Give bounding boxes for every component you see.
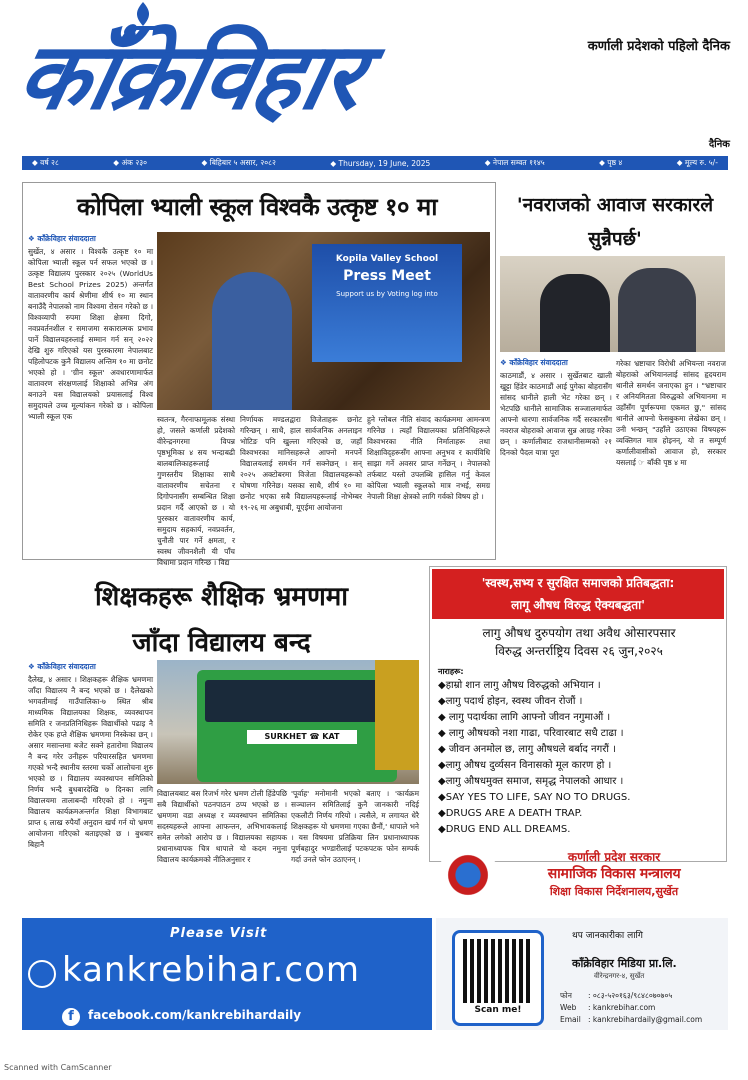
globe-icon xyxy=(28,960,56,988)
contact-web-row xyxy=(560,1002,726,1014)
please-visit-text: Please Visit xyxy=(170,926,268,941)
masthead-logo xyxy=(8,18,540,134)
person-right-figure xyxy=(618,268,696,352)
bus-figure xyxy=(197,670,397,782)
web-label: Web xyxy=(560,1003,577,1012)
info-year: ◆ वर्ष २८ xyxy=(32,158,59,167)
ad-banner xyxy=(432,569,724,619)
story3-headline-line2: जाँदा विद्यालय बन्द xyxy=(132,628,311,658)
website-link[interactable]: kankrebihar.com xyxy=(62,950,361,990)
slogan-item: ◆ जीवन अनमोल छ, लागु औषधले बर्बाद नगरौं । xyxy=(438,744,616,755)
contact-heading: थप जानकारीका लागि xyxy=(572,931,643,941)
masthead-info-bar xyxy=(22,156,728,170)
facebook-link[interactable]: facebook.com/kankrebihardaily xyxy=(88,1008,302,1022)
press-meet-screen xyxy=(312,244,462,362)
nepal-emblem-icon xyxy=(436,850,500,900)
story3-col3: 'पूर्वाह' मनोमानी भएको बताए । 'कार्यक्रम सञ्चालन समितिलाई कुनै जानकारी नदिई एकलौटी निर्णय गरियो । त्यसैले, म लगायत धेरै शिक्षकहरू यो भ्रमणमा गएका छैनौं,' थापाले भने । यस विषयमा प्रतिक्रिया लिन प्रधानाध्यापक पूर्णबहादुर भण्डारीलाई पटकपटक फोन सम्पर्क गर्दा उनले फोन उठाएनन् । xyxy=(291,789,419,864)
slogan-item: ◆DRUG END ALL DREAMS. xyxy=(438,824,571,835)
slogan-item: ◆DRUGS ARE A DEATH TRAP. xyxy=(438,808,583,819)
org-address: वीरेन्द्रनगर-४, सुर्खेत xyxy=(594,972,645,980)
org-name: काँक्रेविहार मिडिया प्रा.लि. xyxy=(572,957,677,970)
ad-banner-line2: लागू औषध विरुद्ध ऐक्यबद्धता' xyxy=(511,598,645,612)
masthead-daily: दैनिक xyxy=(708,139,730,150)
slogan-item: ◆ लागु औषधको नशा गाढा, परिवारबाट सधै टाढा । xyxy=(438,728,624,739)
truck-figure xyxy=(375,660,419,770)
story2-photo xyxy=(500,256,725,352)
scanner-watermark: Scanned with CamScanner xyxy=(4,1063,112,1072)
story3-headline xyxy=(24,574,419,666)
facebook-icon: f xyxy=(62,1008,80,1026)
ad-banner-line1: 'स्वस्थ,सभ्य र सुरक्षित समाजको प्रतिबद्धता: xyxy=(481,576,675,590)
screen-press: Press Meet xyxy=(343,268,431,284)
slogan-item: ◆हाम्रो शान लागु औषध विरुद्धको अभियान । xyxy=(438,680,601,691)
info-nepali-date: ◆ बिहिबार ५ असार, २०८२ xyxy=(201,158,276,167)
phone-value: : ०८३-५२०१६३/९८४८०७०७०५ xyxy=(588,991,673,1000)
info-pages: ◆ पृष्ठ ४ xyxy=(599,158,623,167)
story2-col1: काठमाडौं, ४ असार । सुर्खेतबाट खाली खुट्टा हिंडेर काठमाडौं आई पुगेका बोहरासँग सांसद धानीले हाली भेट गरेका छन् । भेटपछि धानीले सामाजिक सञ्जालमार्फत आफ्नो धारणा सार्वजनिक गर्दै सरकारसँग नवराज बोहराको आवाज सुन्न आग्रह गरेका छन् । कर्णालीबाट राजधानीसम्मको २१ दिनको पैदल यात्रा पूरा xyxy=(500,371,612,457)
email-label: Email xyxy=(560,1015,581,1024)
slogan-item: ◆लागु औषधमुक्त समाज, समृद्ध नेपालको आधार । xyxy=(438,776,624,787)
slogan-item: ◆लागु पदार्थ होइन, स्वस्थ जीवन रोजौं । xyxy=(438,696,583,707)
person-left-figure xyxy=(540,274,610,352)
slogan-item: ◆ लागु पदार्थका लागि आफ्नो जीवन नगुमाऔं । xyxy=(438,712,611,723)
qr-code-box[interactable] xyxy=(452,930,544,1026)
info-issue: ◆ अंक २३० xyxy=(113,158,148,167)
info-english-date: ◆ Thursday, 19 June, 2025 xyxy=(330,158,431,168)
bus-window xyxy=(205,680,389,722)
info-price: ◆ मूल्य रु. ५/- xyxy=(676,158,718,167)
qr-code-icon xyxy=(463,939,533,1003)
story1-col3: निर्णायक मण्डलद्वारा विजेताहरू छनोट गरिन्छन् । साथै, हाल सार्वजनिक अनलाइन भोटिङ पनि खुल्ला गरिएको छ, जहाँ विश्वभरका मानिसहरूले आफ्नो मनपर्ने विद्यालयलाई समर्थन गर्न सक्नेछन् । सन् २०२५ अक्टोबरमा विजेता विद्यालयहरूको घोषणा गरिनेछ। यसका साथै, शीर्ष १० मा छनोट भएका सबै विद्यालयहरूलाई नोभेम्बर १९-२६ मा अबुधाबी, यूएईमा आयोजना xyxy=(240,415,362,512)
speaker-figure xyxy=(212,272,292,410)
story1-col4: हुने ग्लोबल नीति संवाद कार्यक्रममा आमन्त्रण गरिनेछ । त्यहाँ विद्यालयका प्रतिनिधिहरूले विश्वभरका नीति निर्माताहरू तथा शिक्षाविद्हरूसँग आफ्ना अनुभव र कार्यविधि साझा गर्ने अवसर प्राप्त गर्नेछन् । नेपालको तर्फबाट यस्तो उपलब्धि हासिल गर्नु केवल कोपिला भ्याली स्कूलको मात्र नभई, समग्र नेपाली शिक्षा क्षेत्रको लागि गर्वको विषय हो । xyxy=(367,415,490,501)
slogan-item: ◆SAY YES TO LIFE, SAY NO TO DRUGS. xyxy=(438,792,631,803)
story2-byline: ❖ कांँक्रेविहार संवाददाता xyxy=(500,358,568,367)
contact-details xyxy=(560,990,726,1026)
masthead-tagline: कर्णाली प्रदेशको पहिलो दैनिक xyxy=(587,39,730,54)
story1-headline: कोपिला भ्याली स्कूल विश्वकै उत्कृष्ट १० मा xyxy=(77,192,437,221)
story3-byline: ❖ कांँक्रेविहार संवाददाता xyxy=(28,662,96,671)
contact-email-row xyxy=(560,1014,726,1026)
story1-col1: सुर्खेत, ४ असार । विश्वकै उत्कृष्ट १० मा कोपिला भ्याली स्कूल पर्न सफल भएको छ । उत्कृष्ट विद्यालय पुरस्कार २०२५ (WorldUs Best School Prizes 2025) अन्तर्गत वातावरणीय कार्य श्रेणीमा शीर्ष १० मा स्थान बनाउँदै नेपालको नाम विश्वमा रोसन गरेको छ । विश्वव्यापी रुपमा शिक्षा क्षेत्रमा दिगो, नवप्रवर्तनशील र समाजमा सकारात्मक प्रभाव पार्ने विद्यालयहरुलाई सम्मान गर्न सन् २०२२ देखि शुरु गरिएको यस पुरस्कारमा नेपालबाट पहिलोपटक कुनै विद्यालय अन्तिम १० मा छनोट भएको हो । 'ग्रीन स्कूल' अवधारणामार्फत वातावरण संरक्षणलाई शिक्षाको अभिन्न अंग बनाउने यस विद्यालयको प्रयासलाई विश्व समुदायले उच्च मूल्यांकन गरेको छ । कोपिला भ्याली स्कूल एक xyxy=(28,247,153,421)
ad-slogans-label: नाराहरू: xyxy=(438,667,464,676)
screen-title: Kopila Valley School xyxy=(335,254,439,264)
web-value[interactable]: : kankrebihar.com xyxy=(588,1003,656,1012)
info-nepal-sambat: ◆ नेपाल सम्वत ११४५ xyxy=(484,158,545,167)
ad-subtitle-line1: लागु औषध दुरुपयोग तथा अवैध ओसारपसार xyxy=(482,626,676,640)
story3-photo xyxy=(157,660,419,784)
story3-col1: दैलेख, ४ असार । शिक्षकहरू शैक्षिक भ्रमणमा जाँदा विद्यालय नै बन्द भएको छ । दैलेखको भगवतीमाई गाउँपालिका-७ स्थित श्रीब माध्यमिक विद्यालयका शिक्षक, व्यवस्थापन समिति र जनप्रतिनिधिहरू विद्यार्थीको पढाइ नै रोकेर एक हप्ते शैक्षिक भ्रमणमा निस्केका छन् । असार मसान्तमा बजेट सक्ने हतारोमा विद्यालय नै बन्द गरेर उनीहरू परियारसहित भ्रमणमा गएको भन्दै स्थानीय स्तरमा चर्को आलोचना शुरु भएको छ । विद्यालय व्यवस्थापन समितिको निर्णय भन्दै बुधबारदेखि ७ दिनका लागि विद्यालयमा तालाबन्दी गरिएको हो । नमुना विद्यालय कार्यक्रमअन्तर्गत शिक्षा विभागबाट प्राप्त ६ लाख रुपैयाँ अनुदान खर्च गर्न यो भ्रमण आयोजना गरिएको बताइएको छ । बुधबार बिहानै xyxy=(28,675,153,849)
contact-phone-row xyxy=(560,990,726,1002)
masthead-title: कांँक्रेविहार xyxy=(8,22,372,130)
scan-me-label: Scan me! xyxy=(474,1005,522,1015)
phone-label: फोन xyxy=(560,991,572,1000)
story1-photo xyxy=(157,232,490,410)
ad-slogan-list xyxy=(438,678,720,838)
ad-subtitle xyxy=(438,624,720,660)
directorate-name: शिक्षा विकास निर्देशनालय,सुर्खेत xyxy=(549,885,679,898)
story3-col2: विद्यालयबाट बस रिजर्भ गरेर भ्रमण टोली हिंडेपछि सबै विद्यार्थीको पठनपाठन ठप्प भएको छ । भ्रमणमा वडा अध्यक्ष र व्यवस्थापन समितिका सदस्यहरूले आफ्ना आफन्तन, अभिभावकलाई समेत लगेको आरोप छ । विद्यालयका सहायक प्रधानाध्यापक चित्र थापाले यो कदम नमुना विद्यालय कार्यक्रमको नीतिअनुसार र xyxy=(157,789,287,864)
email-value[interactable]: : kankrebihardaily@gmail.com xyxy=(588,1015,703,1024)
story2-col2: गरेका भ्रष्टाचार विरोधी अभियन्ता नवराज बोहराको अभियानलाई सांसद हृदयराम थानीले समर्थन जनाएका हुन । "भ्रष्टाचार र अनियमितता विरुद्धको अभियानमा म उहाँसँग पूर्णरूपमा एकमत छु," सांसद थानीले आफ्नो फेसबुकमा लेखेका छन् । उनी भन्छन् "उहाँले उठाएका विषयहरू व्यक्तिगत मात्र होइनन्, यो त सम्पूर्ण कर्णालीवासीको आवाज हो, सरकार यसलाई ☞ बाँकी पृष्ठ ४ मा xyxy=(616,359,726,467)
bus-sign: SURKHET ☎ KAT xyxy=(247,730,357,744)
story2-headline: 'नवराजको आवाज सरकारले सुन्नैपर्छ' xyxy=(516,194,714,250)
ministry-name: सामाजिक विकास मन्त्रालय xyxy=(547,866,681,882)
story1-byline: ❖ कांँक्रेविहार संवाददाता xyxy=(28,234,96,243)
story1-col2: स्वतन्त्र, गैरनाफामूलक संस्था हो, जसले कर्णाली प्रदेशको वीरेन्द्रनगरमा विपन्न पृष्ठभूमिका ४ सय भन्दाबढी बालबालिकाहरूलाई गुणस्तरीय शिक्षाका साथै वातावरणीय सचेतना र दिगोपनासँग सम्बन्धित शिक्षा प्रदान गर्दै आएको छ । यो पुरस्कार वातावरणीय कार्य, समुदाय सहकार्य, नवप्रवर्तन, चुनौती पार गर्ने क्षमता, र स्वस्थ जीवनशैली यी पाँच विधामा प्रदान गरिन्छ । विद्य xyxy=(157,415,235,567)
ad-subtitle-line2: विरुद्ध अन्तर्राष्ट्रिय दिवस २६ जुन,२०२५ xyxy=(495,644,663,658)
screen-sub: Support us by Voting log into xyxy=(336,290,438,298)
slogan-item: ◆लागु औषध दुर्व्यसन विनासको मूल कारण हो । xyxy=(438,760,612,771)
govt-name: कर्णाली प्रदेश सरकार xyxy=(567,850,661,864)
story3-headline-line1: शिक्षकहरू शैक्षिक भ्रमणमा xyxy=(94,582,349,612)
